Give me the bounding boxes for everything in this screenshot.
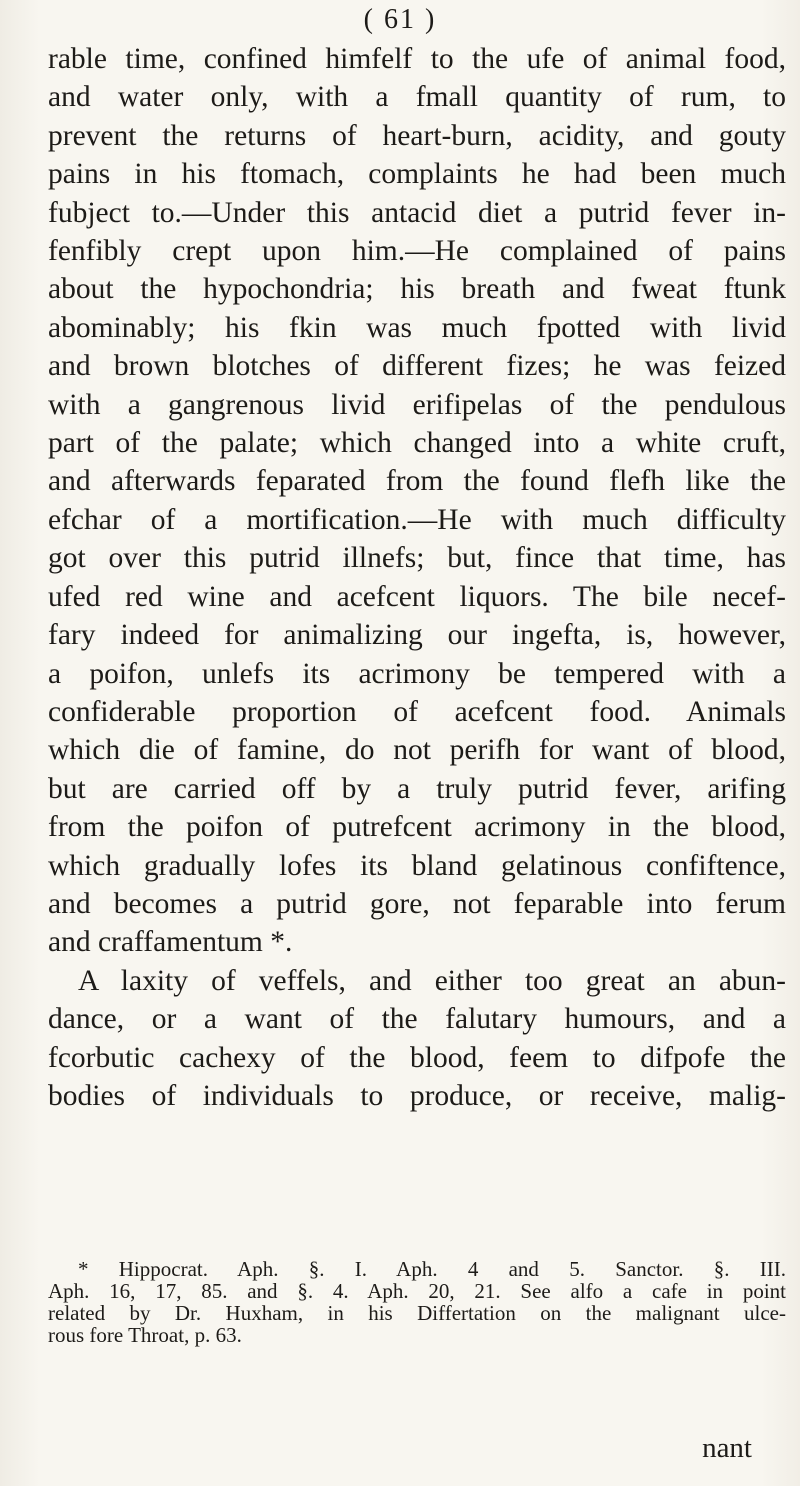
text-line: rable time, confined himfelf to the ufe of animal food, [48, 43, 786, 75]
text-line: abominably; his fkin was much fpotted with livid [48, 311, 786, 344]
footnote-line: Aph. 16, 17, 85. and §. 4. Aph. 20, 21. See alfo a cafe in point [48, 1279, 786, 1303]
footnote-line: rous fore Throat, p. 63. [48, 1323, 242, 1347]
text-line: fubject to.—Under this antacid diet a putrid fever in- [48, 196, 786, 229]
text-line: which gradually lofes its bland gelatinous confiftence, [48, 849, 786, 882]
text-line: A laxity of veffels, and either too great an abun- [78, 964, 786, 997]
text-line: about the hypochondria; his breath and fweat ftunk [48, 273, 786, 306]
text-line: confiderable proportion of acefcent food. Animals [48, 695, 786, 728]
text-line: which die of famine, do not perifh for want of blood, [48, 734, 786, 767]
catchword: nant [702, 1432, 752, 1464]
footnote [48, 1258, 786, 1346]
text-line: from the poifon of putrefcent acrimony in the blood, [48, 811, 786, 844]
body-text [48, 40, 786, 1115]
text-line: fenfibly crept upon him.—He complained of pains [48, 235, 786, 268]
text-line: and brown blotches of different fizes; he was feized [48, 350, 786, 383]
text-line: and water only, with a fmall quantity of rum, to [48, 81, 786, 114]
text-line: a poifon, unlefs its acrimony be tempered with a [48, 657, 786, 690]
text-line: bodies of individuals to produce, or receive, malig- [48, 1079, 786, 1112]
footnote-line: related by Dr. Huxham, in his Differtation on the malignant ulce- [48, 1301, 786, 1325]
text-line: and afterwards feparated from the found flefh like the [48, 465, 786, 498]
text-line: prevent the returns of heart-burn, acidity, and gouty [48, 119, 786, 152]
text-line: ufed red wine and acefcent liquors. The bile necef- [48, 580, 786, 613]
text-line: with a gangrenous livid erifipelas of the pendulous [48, 388, 786, 421]
text-line: efchar of a mortification.—He with much difficulty [48, 503, 786, 536]
footnote-line: * Hippocrat. Aph. §. I. Aph. 4 and 5. Sanctor. §. III. [78, 1257, 786, 1281]
text-line: pains in his ftomach, complaints he had been much [48, 158, 786, 191]
text-line: dance, or a want of the falutary humours, and a [48, 1003, 786, 1036]
page-number: ( 61 ) [363, 4, 437, 35]
text-line: and becomes a putrid gore, not feparable into ferum [48, 887, 786, 920]
text-line: and craffamentum *. [48, 926, 293, 959]
text-line: fary indeed for animalizing our ingefta, is, however, [48, 619, 786, 652]
text-line: got over this putrid illnefs; but, fince that time, has [48, 542, 786, 575]
text-line: fcorbutic cachexy of the blood, feem to difpofe the [48, 1041, 786, 1074]
text-line: part of the palate; which changed into a white cruft, [48, 427, 786, 460]
text-line: but are carried off by a truly putrid fever, arifing [48, 772, 786, 805]
